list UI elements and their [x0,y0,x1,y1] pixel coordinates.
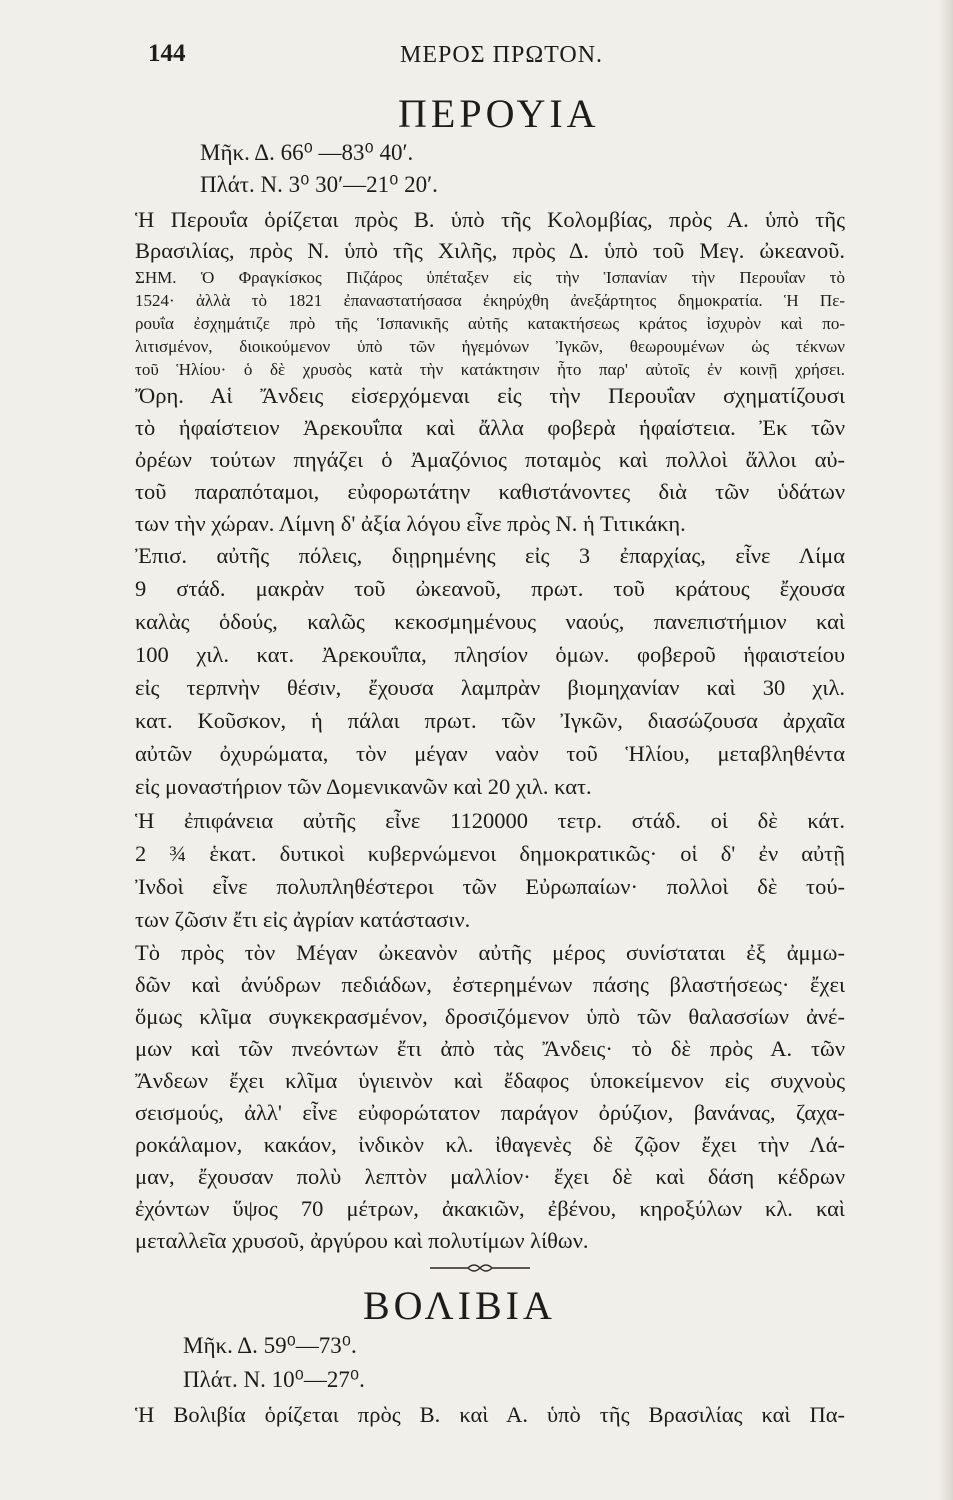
peru-area-line: Ἰνδοὶ εἶνε πολυπληθέστεροι τῶν Εὐρωπαίων· πολλοὶ δὲ τού- [135,874,845,899]
peru-climate-line: σεισμούς, ἀλλ' εἶνε εὐφορώτατον παράγον ὀρύζιον, βανάνας, ζαχα- [135,1100,845,1125]
ornamental-divider [430,1262,530,1274]
peru-area-line: 2 ¾ ἑκατ. δυτικοὶ κυβερνώμενοι δημοκρατικῶς· οἱ δ' ἐν αὐτῇ [135,841,845,866]
peru-note-line: λιτισμένον, διοικούμενον ὑπὸ τῶν ἡγεμόνων Ἰγκῶν, θεωρουμένων ὡς τέκνων [135,337,845,356]
section-title-bolivia: ΒΟΛΙΒΙΑ [363,1283,556,1328]
peru-mountains-line: τὸ ἡφαίστειον Ἀρεκουΐπα καὶ ἄλλα φοβερὰ ἡφαίστεια. Ἐκ τῶν [135,415,845,440]
peru-mountains-line: ὀρέων τούτων πηγάζει ὁ Ἀμαζόνιος ποταμὸς καὶ πολλοὶ ἄλλοι αὐ- [135,447,845,472]
peru-cities-line: Ἐπισ. αὐτῆς πόλεις, διῃρημένης εἰς 3 ἐπαρχίας, εἶνε Λίμα [135,543,845,568]
peru-borders-line: Βρασιλίας, πρὸς Ν. ὑπὸ τῆς Χιλῆς, πρὸς Δ. ὑπὸ τοῦ Μεγ. ὠκεανοῦ. [135,238,845,263]
bolivia-latitude: Πλάτ. Ν. 10⁰—27⁰. [183,1367,365,1392]
peru-cities-line: εἰς μοναστήριον τῶν Δομενικανῶν καὶ 20 χιλ. κατ. [135,774,592,799]
peru-area-line: Ἡ ἐπιφάνεια αὐτῆς εἶνε 1120000 τετρ. στάδ. οἱ δὲ κάτ. [135,808,845,833]
peru-cities-line: 9 στάδ. μακρὰν τοῦ ὠκεανοῦ, πρωτ. τοῦ κράτους ἔχουσα [135,576,845,601]
peru-climate-line: μεταλλεῖα χρυσοῦ, ἀργύρου καὶ πολυτίμων λίθων. [135,1228,589,1253]
peru-cities-line: 100 χιλ. κατ. Ἀρεκουΐπα, πλησίον ὁμων. φοβεροῦ ἡφαιστείου [135,642,845,667]
peru-note-line: τοῦ Ἡλίου· ὁ δὲ χρυσὸς κατὰ τὴν κατάκτησιν ἦτο παρ' αὐτοῖς ἐν κοινῇ χρήσει. [135,360,845,379]
peru-climate-line: μαν, ἔχουσαν πολὺ λεπτὸν μαλλίον· ἔχει δὲ καὶ δάση κέδρων [135,1164,845,1189]
peru-note-line: 1524· ἀλλὰ τὸ 1821 ἐπαναστατήσασα ἐκηρύχθη ἀνεξάρτητος δημοκρατία. Ἡ Πε- [135,291,845,310]
page-number: 144 [148,40,186,67]
peru-climate-line: ὅμως κλῖμα συγκεκρασμένον, δροσιζόμενον ὑπὸ τῶν θαλασσίων ἀνέ- [135,1004,845,1029]
running-title: ΜΕΡΟΣ ΠΡΩΤΟΝ. [400,42,604,68]
page-edge-shadow [939,0,953,1500]
peru-latitude: Πλάτ. Ν. 3⁰ 30′—21⁰ 20′. [200,172,438,197]
section-title-peru: ΠΕΡΟΥΙΑ [398,91,600,136]
bolivia-borders-line: Ἡ Βολιβία ὁρίζεται πρὸς Β. καὶ Α. ὑπὸ τῆς Βρασιλίας καὶ Πα- [135,1402,845,1427]
peru-climate-line: ἐχόντων ὕψος 70 μέτρων, ἀκακιῶν, ἐβένου, κηροξύλων κλ. καὶ [135,1196,845,1221]
peru-cities-line: καλὰς ὁδούς, καλῶς κεκοσμημένους ναούς, πανεπιστήμιον καὶ [135,609,845,634]
peru-climate-line: Ἄνδεων ἔχει κλῖμα ὑγιεινὸν καὶ ἔδαφος ὑποκείμενον εἰς συχνοὺς [135,1068,845,1093]
peru-cities-line: εἰς τερπνὴν θέσιν, ἔχουσα λαμπρὰν βιομηχανίαν καὶ 30 χιλ. [135,675,845,700]
peru-cities-line: αὐτῶν ὀχυρώματα, τὸν μέγαν ναὸν τοῦ Ἡλίου, μεταβληθέντα [135,741,845,766]
peru-climate-line: Τὸ πρὸς τὸν Μέγαν ὠκεανὸν αὐτῆς μέρος συνίσταται ἐξ ἀμμω- [135,940,845,965]
peru-longitude: Μῆκ. Δ. 66⁰ —83⁰ 40′. [200,140,414,165]
peru-note-line: ρουΐα ἐσχημάτιζε πρὸ τῆς Ἱσπανικῆς αὐτῆς κατακτήσεως κράτος ἰσχυρὸν καὶ πο- [135,314,845,333]
peru-climate-line: ροκάλαμον, κακάον, ἰνδικὸν κλ. ἰθαγενὲς δὲ ζῷον ἔχει τὴν Λά- [135,1132,845,1157]
peru-mountains-line: τοῦ παραπόταμοι, εὐφορωτάτην καθιστάνοντες διὰ τῶν ὑδάτων [135,479,845,504]
peru-mountains-line: Ὄρη. Αἱ Ἄνδεις εἰσερχόμεναι εἰς τὴν Περουΐαν σχηματίζουσι [135,383,845,408]
peru-area-line: των ζῶσιν ἔτι εἰς ἀγρίαν κατάστασιν. [135,907,471,932]
peru-note-line: ΣΗΜ. Ὁ Φραγκίσκος Πιζάρος ὑπέταξεν εἰς τὴν Ἱσπανίαν τὴν Περουΐαν τὸ [135,268,845,287]
peru-cities-line: κατ. Κοῦσκον, ἡ πάλαι πρωτ. τῶν Ἰγκῶν, διασώζουσα ἀρχαῖα [135,708,845,733]
peru-climate-line: δῶν καὶ ἀνύδρων πεδιάδων, ἐστερημένων πάσης βλαστήσεως· ἔχει [135,972,845,997]
peru-borders-line: Ἡ Περουΐα ὁρίζεται πρὸς Β. ὑπὸ τῆς Κολομβίας, πρὸς Α. ὑπὸ τῆς [135,207,845,232]
peru-mountains-line: των τὴν χώραν. Λίμνη δ' ἀξία λόγου εἶνε πρὸς Ν. ἡ Τιτικάκη. [135,511,686,536]
bolivia-longitude: Μῆκ. Δ. 59⁰—73⁰. [183,1333,357,1358]
peru-climate-line: μων καὶ τῶν πνεόντων ἔτι ἀπὸ τὰς Ἄνδεις· τὸ δὲ πρὸς Α. τῶν [135,1036,845,1061]
